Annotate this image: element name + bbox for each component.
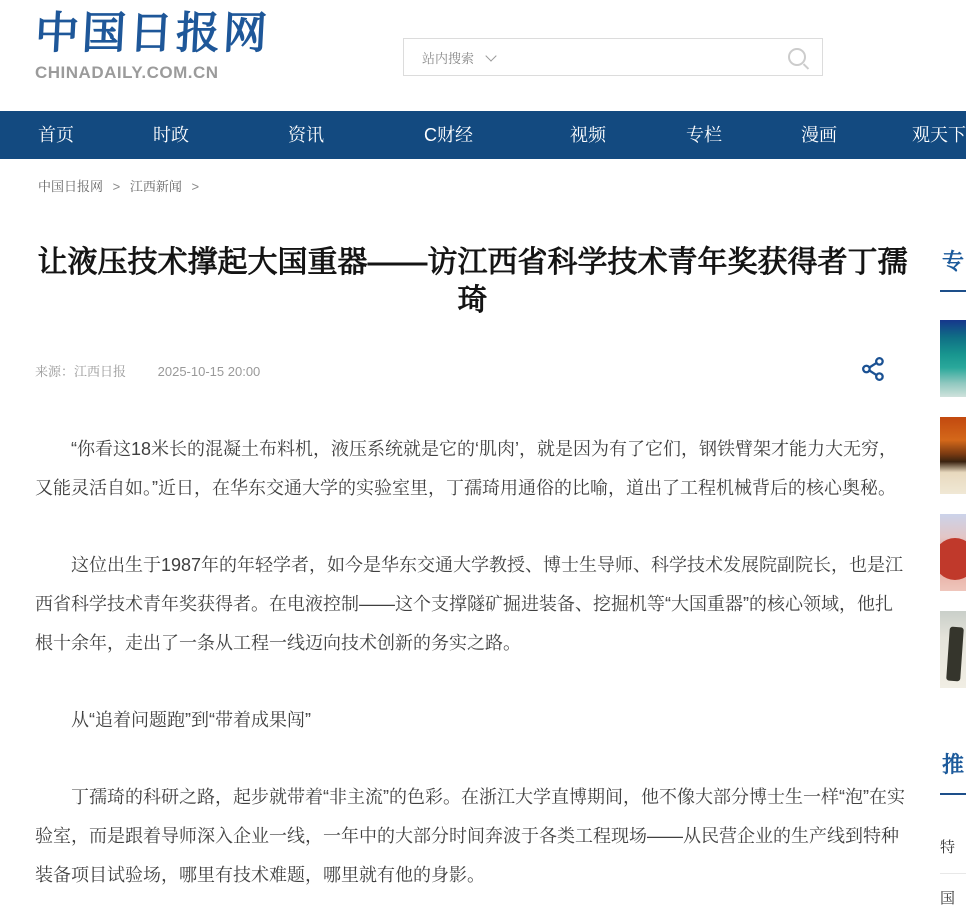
article-paragraph: 这位出生于1987年的年轻学者，如今是华东交通大学教授、博士生导师、科学技术发展院副院长，也是江西省科学技术青年奖获得者。在电液控制——这个支撑隧矿掘进装备、挖掘机等“大国重器”的核心领域，他扎根十余年，走出了一条从工程一线迈向技术创新的务实之路。 (35, 555, 904, 653)
breadcrumb-link-jiangxi-news[interactable]: 江西新闻 (129, 179, 182, 194)
logo-english-subtitle: CHINADAILY.COM.CN (35, 63, 219, 82)
article (35, 244, 910, 923)
main-nav (0, 111, 966, 159)
sidebar-special-section-title: 专 (940, 245, 966, 292)
search-scope-dropdown[interactable] (422, 48, 495, 67)
sidebar-recommend-section-title: 推 (940, 748, 966, 795)
search-scope-label: 站内搜索 (422, 50, 475, 66)
site-logo[interactable] (35, 6, 270, 83)
sidebar-thumbnail-teal[interactable] (940, 320, 966, 397)
chevron-down-icon (485, 50, 496, 61)
article-subheading: 从“追着问题跑”到“带着成果闯” (71, 710, 311, 730)
nav-item-comics[interactable]: 漫画 (801, 125, 837, 145)
nav-item-world[interactable]: 观天下 (912, 125, 966, 145)
nav-item-video[interactable]: 视频 (570, 125, 606, 145)
article-meta-row (35, 354, 910, 386)
sidebar-recommend-item[interactable]: 特 (940, 839, 956, 856)
search-input[interactable] (509, 41, 822, 73)
sidebar-thumbnail-calligraphy[interactable] (940, 611, 966, 688)
nav-item-column[interactable]: 专栏 (686, 125, 722, 145)
article-paragraph: “你看这18米长的混凝土布料机，液压系统就是它的‘肌肉’，就是因为有了它们，钢铁臂架才能力大无穷，又能灵活自如。”近日，在华东交通大学的实验室里，丁孺琦用通俗的比喻，道出了工程机械背后的核心奥秘。 (35, 439, 898, 498)
article-paragraph: 丁孺琦的科研之路，起步就带着“非主流”的色彩。在浙江大学直博期间，他不像大部分博士生一样“泡”在实验室，而是跟着导师深入企业一线，一年中的大部分时间奔波于各类工程现场——从民营企业的生产线到特种装备项目试验场，哪里有技术难题，哪里就有他的身影。 (35, 787, 905, 885)
sidebar-recommend-item[interactable]: 国 (940, 873, 966, 923)
search-button[interactable] (784, 46, 810, 70)
site-header (0, 0, 966, 111)
article-title: 让液压技术撑起大国重器——访江西省科学技术青年奖获得者丁孺琦 (37, 246, 908, 317)
breadcrumb-link-home[interactable]: 中国日报网 (38, 179, 104, 194)
breadcrumb-separator: > (112, 179, 121, 194)
breadcrumb (38, 176, 205, 195)
sidebar-thumbnail-sunset[interactable] (940, 514, 966, 591)
share-icon (861, 356, 887, 382)
share-button[interactable] (860, 356, 888, 384)
right-sidebar (940, 245, 966, 923)
nav-item-home[interactable]: 首页 (38, 125, 74, 145)
article-source: 来源：江西日报 (35, 363, 127, 379)
site-search-box (403, 38, 823, 76)
article-meta (35, 361, 260, 380)
logo-chinese-title: 中国日报网 (33, 8, 272, 59)
breadcrumb-separator: > (191, 179, 200, 194)
search-icon (788, 48, 806, 66)
sidebar-thumbnail-orange[interactable] (940, 417, 966, 494)
nav-item-finance[interactable]: C财经 (424, 125, 473, 145)
article-datetime: 2025-10-15 20:00 (157, 363, 261, 379)
article-body (35, 430, 910, 895)
nav-item-news[interactable]: 资讯 (288, 125, 324, 145)
nav-item-politics[interactable]: 时政 (153, 125, 189, 145)
